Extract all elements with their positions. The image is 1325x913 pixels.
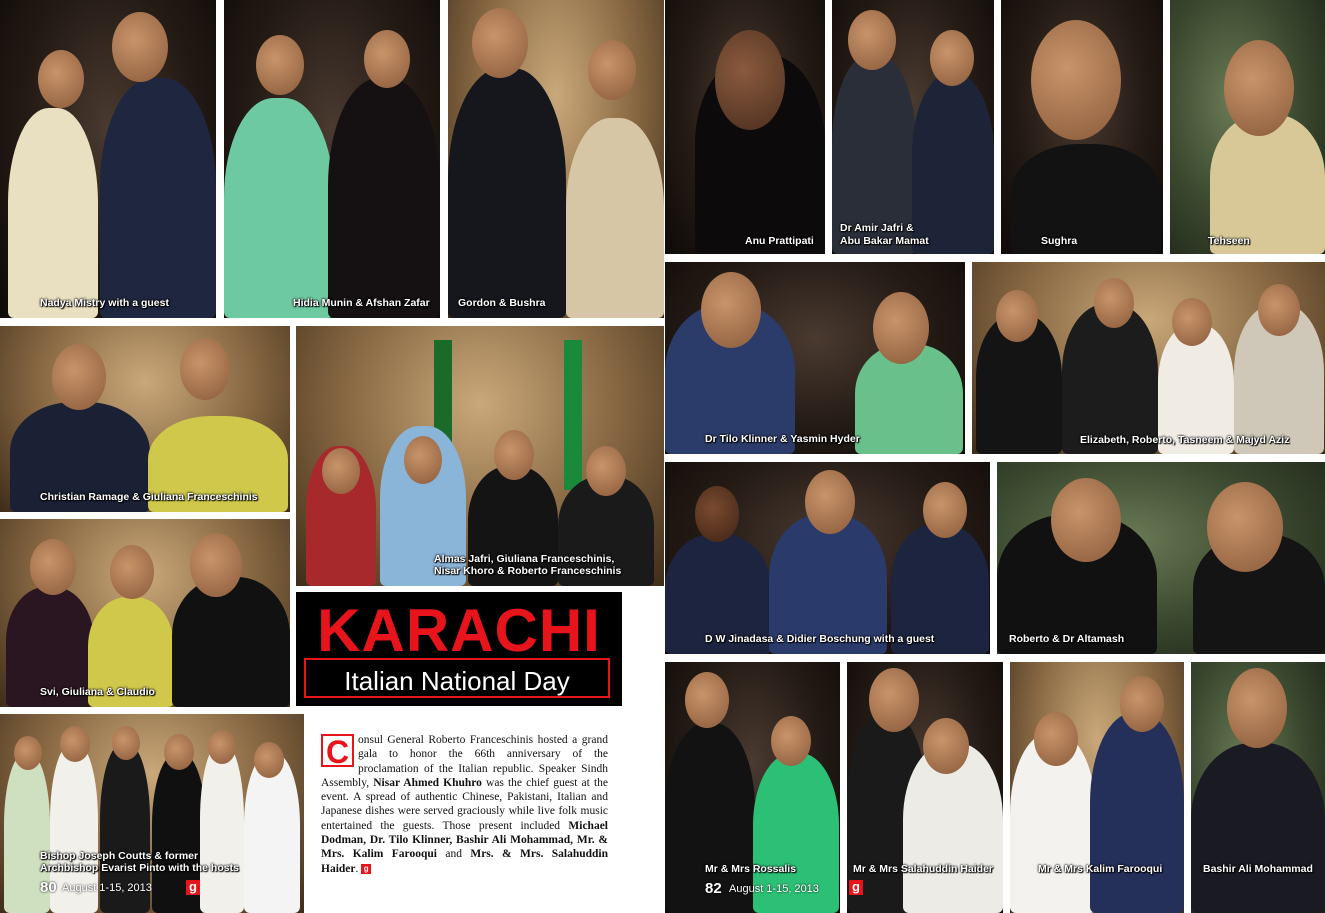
title-block	[296, 592, 622, 706]
caption: Mr & Mrs Salahuddin Haider	[853, 863, 994, 875]
photo-sughra	[1001, 0, 1163, 254]
drop-cap: C	[321, 734, 354, 767]
caption: Nadya Mistry with a guest	[40, 297, 169, 309]
issue-date-left: August 1-15, 2013	[62, 882, 152, 894]
photo-christian-giuliana	[0, 326, 290, 512]
end-mark: g	[361, 864, 371, 874]
magazine-logo-left: g	[186, 880, 200, 895]
caption-line1: Bishop Joseph Coutts & former	[40, 850, 199, 862]
subtitle-frame	[304, 658, 610, 698]
caption: Hidia Munin & Afshan Zafar	[293, 297, 430, 309]
caption: Mr & Mrs Rossalis	[705, 863, 797, 875]
magazine-logo-right: g	[849, 880, 863, 895]
photo-elizabeth-group	[972, 262, 1325, 454]
photo-almas-group	[296, 326, 664, 586]
caption-line1: Dr Amir Jafri &	[840, 222, 914, 234]
article-body: C onsul General Roberto Franceschinis hosted a grand gala to honor the 66th anniversary of the proclamation of the Italian republic. Speaker Sindh Assembly, Nisar Ahmed Khuhro was the chief guest at the event. A spread of authentic Chinese, Pakistani, Italian and Japanese dishes were served graciously while live folk music entertained the guests. Those present included Michael Dodman, Dr. Tilo Klinner, Bashir Ali Mohammad, Mr. & Mrs. Kalim Farooqui and Mrs. & Mrs. Salahuddin Haider. g	[321, 734, 608, 875]
photo-kalim-farooqui	[1010, 662, 1184, 913]
photo-tilo-yasmin	[665, 262, 965, 454]
photo-rossalis	[665, 662, 840, 913]
caption: Svi, Giuliana & Claudio	[40, 686, 155, 698]
photo-bishop-group	[0, 714, 304, 913]
photo-svi-giuliana-claudio	[0, 519, 290, 707]
photo-hidia-afshan	[224, 0, 440, 318]
photo-bashir-ali	[1191, 662, 1325, 913]
photo-salahuddin	[847, 662, 1003, 913]
caption: Roberto & Dr Altamash	[1009, 633, 1125, 645]
caption: Anu Prattipati	[745, 235, 814, 247]
photo-jinadasa-didier	[665, 462, 990, 654]
caption: D W Jinadasa & Didier Boschung with a guest	[705, 633, 935, 645]
caption: Christian Ramage & Giuliana Franceschinis	[40, 491, 258, 503]
issue-date-right: August 1-15, 2013	[729, 883, 819, 895]
photo-nadya-mistry	[0, 0, 216, 318]
caption-line2: Nisar Khoro & Roberto Franceschinis	[434, 565, 622, 577]
caption-line1: Almas Jafri, Giuliana Franceschinis,	[434, 553, 615, 565]
caption: Sughra	[1041, 235, 1078, 247]
caption-line2: Abu Bakar Mamat	[840, 235, 929, 247]
page-number-left: 80	[40, 879, 57, 896]
photo-tehseen	[1170, 0, 1325, 254]
caption: Dr Tilo Klinner & Yasmin Hyder	[705, 433, 860, 445]
caption: Elizabeth, Roberto, Tasneem & Majyd Aziz	[1080, 434, 1290, 446]
title-event: Italian National Day	[344, 666, 570, 696]
photo-anu-prattipati	[665, 0, 825, 254]
caption-line2: Archbishop Evarist Pinto with the hosts	[40, 862, 239, 874]
caption: Tehseen	[1208, 235, 1250, 247]
title-city: KARACHI	[317, 597, 601, 664]
photo-roberto-altamash	[997, 462, 1325, 654]
caption: Bashir Ali Mohammad	[1203, 863, 1313, 875]
caption: Mr & Mrs Kalim Farooqui	[1038, 863, 1163, 875]
page-number-right: 82	[705, 880, 722, 897]
photo-gordon-bushra	[448, 0, 664, 318]
photo-amir-abu	[832, 0, 994, 254]
caption: Gordon & Bushra	[458, 297, 546, 309]
